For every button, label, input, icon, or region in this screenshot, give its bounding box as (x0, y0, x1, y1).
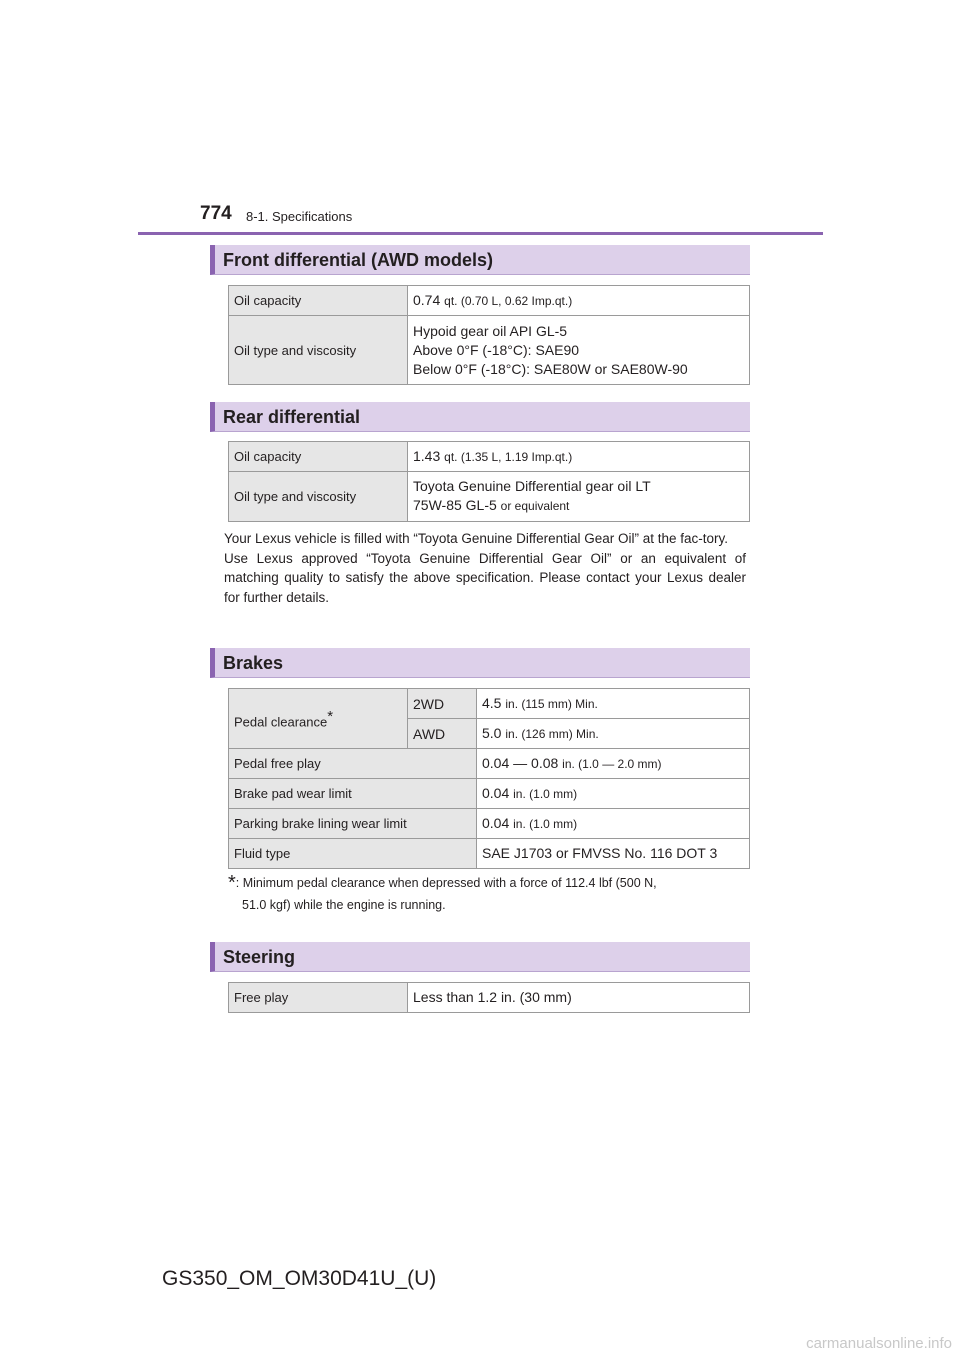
row-label: Pedal clearance* (229, 689, 408, 749)
table-row (229, 472, 750, 522)
page-number: 774 (200, 203, 232, 224)
row-value: 0.04 in. (1.0 mm) (477, 809, 750, 839)
table-row (229, 839, 750, 869)
section-heading-rear-differential: Rear differential (210, 402, 750, 432)
section-heading-steering: Steering (210, 942, 750, 972)
row-value: 1.43 qt. (1.35 L, 1.19 Imp.qt.) (408, 442, 750, 472)
rear-differential-note: Your Lexus vehicle is filled with “Toyota Genuine Differential Gear Oil” at the fac-tory. Use Lexus approved “Toyota Genuine Differential Gear Oil” or an equivalent of matching quality to satisfy the above specification. Please contact your Lexus dealer for further details. (224, 531, 746, 605)
drive-type: 2WD (408, 689, 477, 719)
row-label: Pedal free play (229, 749, 477, 779)
row-value: 0.74 qt. (0.70 L, 0.62 Imp.qt.) (408, 286, 750, 316)
table-row (229, 779, 750, 809)
steering-table (228, 982, 750, 1013)
row-value: 0.04 in. (1.0 mm) (477, 779, 750, 809)
row-label: Oil capacity (229, 286, 408, 316)
front-differential-table (228, 285, 750, 385)
table-row (229, 809, 750, 839)
header-rule (138, 232, 823, 235)
brakes-table (228, 688, 750, 869)
section-heading-front-differential: Front differential (AWD models) (210, 245, 750, 275)
table-row (229, 442, 750, 472)
table-row (229, 286, 750, 316)
brakes-footnote: *: Minimum pedal clearance when depressed with a force of 112.4 lbf (500 N, 51.0 kgf) while the engine is running. (228, 872, 657, 912)
row-label: Oil type and viscosity (229, 472, 408, 522)
row-value: 4.5 in. (115 mm) Min. (477, 689, 750, 719)
section-heading-brakes: Brakes (210, 648, 750, 678)
drive-type: AWD (408, 719, 477, 749)
chapter-title: 8-1. Specifications (246, 209, 353, 224)
row-value: Hypoid gear oil API GL-5 Above 0°F (-18°C): SAE90 Below 0°F (-18°C): SAE80W or SAE80W-90 (408, 316, 750, 385)
row-label: Oil capacity (229, 442, 408, 472)
table-row (229, 749, 750, 779)
table-row (229, 316, 750, 385)
row-value: Toyota Genuine Differential gear oil LT 75W-85 GL-5 or equivalent (408, 472, 750, 522)
row-label: Oil type and viscosity (229, 316, 408, 385)
row-label: Free play (229, 983, 408, 1013)
row-label: Brake pad wear limit (229, 779, 477, 809)
row-label: Parking brake lining wear limit (229, 809, 477, 839)
row-value: Less than 1.2 in. (30 mm) (408, 983, 750, 1013)
row-label: Fluid type (229, 839, 477, 869)
document-code: GS350_OM_OM30D41U_(U) (162, 1267, 437, 1290)
table-row (229, 689, 750, 719)
rear-differential-table (228, 441, 750, 522)
watermark: carmanualsonline.info (806, 1335, 952, 1352)
row-value: 5.0 in. (126 mm) Min. (477, 719, 750, 749)
row-value: 0.04 — 0.08 in. (1.0 — 2.0 mm) (477, 749, 750, 779)
table-row (229, 983, 750, 1013)
row-value: SAE J1703 or FMVSS No. 116 DOT 3 (477, 839, 750, 869)
